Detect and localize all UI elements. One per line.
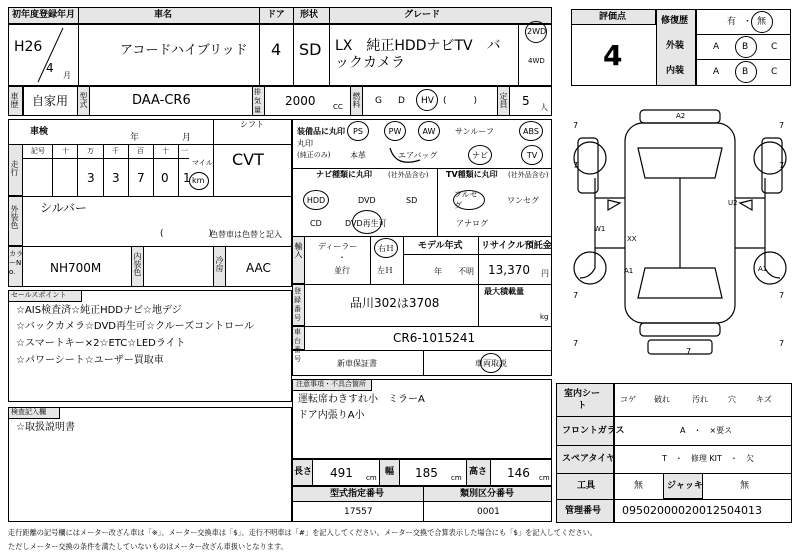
unit-hundred: 百	[137, 147, 144, 155]
capacity-unit: 人	[540, 103, 548, 112]
reg-month: 4	[46, 61, 54, 75]
equipment-sub: (純正のみ)	[297, 151, 331, 159]
interior-label: 内装	[666, 66, 685, 76]
sales-point-line: ☆バックカメラ☆DVD再生可☆クルーズコントロール	[16, 321, 254, 332]
management-label: 管理番号	[565, 506, 602, 516]
mileage-digit: 1	[183, 171, 191, 185]
equipment-navi: ナビ	[468, 145, 492, 165]
recycle-yen: 円	[541, 269, 549, 278]
equipment-label: 装備品に丸印	[297, 127, 345, 136]
navi-sub: (社外品含む)	[388, 171, 429, 179]
use-label: 車歴	[10, 92, 19, 108]
registration-value: 品川302は3708	[350, 296, 440, 310]
width-label: 幅	[385, 467, 395, 477]
color-no-label: カラーNo.	[9, 250, 23, 276]
drive-4wd: 4WD	[528, 57, 545, 65]
recycle-label: リサイクル預託金	[481, 241, 552, 251]
footer-note-2: ただしメーター交換の条件を満たしていないものはメーター改ざん車扱いとなります。	[8, 542, 288, 551]
type-designation-label: 型式指定番号	[330, 489, 385, 499]
shape: SD	[299, 40, 322, 59]
navi-label: ナビ種類に丸印	[316, 170, 372, 179]
airbag-partial-circle	[386, 140, 426, 168]
seat-label: 室内シート	[563, 389, 600, 411]
ac-label: 冷房	[215, 256, 224, 272]
mileage-digit: 3	[112, 171, 120, 185]
width-value: 185	[415, 466, 438, 480]
capacity-label: 定員	[499, 92, 508, 108]
repair-history-label: 修復歴	[661, 16, 689, 26]
defect-note-line: 運転席わきすれ小 ミラーA	[298, 394, 425, 405]
equipment-aw: AW	[418, 121, 440, 141]
damage-mark: U2	[728, 199, 738, 207]
sales-point-line: ☆スマートキー×2☆ETC☆LEDライト	[16, 338, 186, 349]
rating-value: 4	[603, 39, 623, 72]
repair-yes: 有	[727, 17, 737, 27]
sales-point-line: ☆AIS検査済☆純正HDDナビ☆地デジ	[16, 305, 182, 316]
unit-one: 一	[181, 147, 188, 155]
tv-analog: アナログ	[456, 219, 488, 228]
chassis-value: CR6-1015241	[393, 331, 476, 345]
glass-label: フロントガラス	[562, 426, 625, 436]
length-label: 長さ	[294, 467, 313, 477]
color-value: シルバー	[40, 201, 87, 215]
color-no-value: NH700M	[50, 261, 102, 275]
import-label: 輸入	[294, 242, 303, 258]
model-value: DAA-CR6	[132, 93, 191, 108]
management-value: 09502000020012504013	[622, 504, 762, 517]
import-dot: ・	[338, 253, 346, 262]
import-dealer: ディーラー	[318, 242, 358, 251]
doors: 4	[271, 40, 282, 59]
jack-value: 無	[740, 481, 750, 491]
model-year-unknown: 不明	[458, 267, 474, 276]
unit-ten-thousand-ten: 十	[62, 147, 69, 155]
shift-value: CVT	[232, 150, 264, 169]
panel-seven-mark: 7	[573, 291, 579, 300]
damage-mark: A1	[758, 265, 768, 273]
left-hand-drive: 左Ｈ	[377, 266, 393, 275]
cc-unit: CC	[333, 103, 343, 111]
navi-dvd: DVD	[358, 196, 376, 205]
fuel-hv: HV	[421, 96, 434, 106]
unit-ten: 十	[162, 147, 169, 155]
car-name: アコードハイブリッド	[120, 43, 248, 58]
new-car-warranty: 新車保証書	[337, 359, 377, 368]
drive-2wd: 2WD	[527, 27, 547, 36]
color-label: 外装色	[10, 205, 19, 229]
car-body-outline	[560, 108, 800, 378]
footer-note-1: 走行距離の記号欄にはメーター改ざん車は「※」、メーター交換車は「$」、走行不明車は「#」を記入してください。メーター交換で合算表示した場合にも「$」を記入してください。	[8, 528, 597, 537]
grade: LX 純正HDDナビTV バックカメラ	[335, 38, 501, 71]
recycle-value: 13,370	[488, 263, 530, 277]
exterior-a: A	[713, 42, 720, 52]
tools-value: 無	[634, 481, 644, 491]
mileage-digit: 7	[137, 171, 145, 185]
tv-oneseg: ワンセグ	[507, 196, 539, 205]
interior-color-label: 内装色	[133, 252, 142, 276]
sales-point-line: ☆パワーシート☆ユーザー買取車	[16, 355, 164, 366]
fuel-d: D	[398, 96, 405, 106]
first-reg-label: 初年度登録年月	[12, 10, 76, 20]
seat-item: コゲ	[620, 395, 636, 404]
tv-fullseg: フルセグ	[453, 190, 485, 210]
damage-mark: W1	[594, 225, 606, 233]
max-load-label: 最大積載量	[484, 287, 524, 296]
model-label: 型式	[79, 92, 88, 108]
seat-item: 穴	[728, 395, 736, 404]
length-cm: cm	[366, 474, 377, 482]
shift-label: シフト	[240, 120, 264, 129]
height-cm: cm	[539, 474, 550, 482]
panel-seven-mark: 7	[779, 339, 785, 348]
tools-label: 工具	[577, 481, 596, 491]
equipment-leather: 本革	[350, 151, 366, 160]
interior-b: B	[742, 67, 749, 77]
equipment-tv: TV	[521, 145, 543, 165]
right-hand-drive: 右Ｈ	[374, 238, 398, 258]
seat-item: キズ	[756, 395, 772, 404]
model-year-unit: 年	[434, 267, 442, 276]
spare-value: T ・ 修理 KIT ・ 欠	[662, 454, 754, 463]
model-year-label: モデル年式	[418, 241, 463, 251]
exterior-c: C	[771, 42, 778, 52]
panel-seven-mark: 7	[573, 161, 579, 170]
interior-a: A	[713, 67, 720, 77]
shape-label: 形状	[300, 10, 319, 20]
equipment-ps: PS	[347, 121, 369, 141]
navi-dvd-playable: DVD再生可	[345, 219, 387, 228]
damage-mark: A2	[676, 112, 686, 120]
inspection-month: 月	[182, 133, 192, 143]
seat-item: 破れ	[654, 395, 670, 404]
equipment-abs: ABS	[519, 121, 543, 141]
door-label: ドア	[267, 10, 285, 20]
spare-label: スペアタイヤ	[562, 454, 616, 464]
navi-cd: CD	[310, 219, 322, 228]
sales-points-label: セールスポイント	[11, 291, 67, 299]
panel-seven-mark: 7	[779, 121, 785, 130]
rating-label: 評価点	[599, 12, 627, 22]
class-designation-value: 0001	[477, 507, 500, 517]
glass-value: A ・ ×要ス	[680, 426, 733, 435]
import-parallel: 並行	[334, 266, 350, 275]
jack-label: ジャッキ	[667, 481, 703, 491]
panel-seven-mark: 7	[573, 121, 579, 130]
panel-seven-mark: 7	[573, 339, 579, 348]
interior-c: C	[771, 67, 778, 77]
mileage-mark-label: 記号	[31, 147, 45, 155]
panel-seven-mark: 7	[779, 161, 785, 170]
equipment-airbag: エアバッグ	[398, 151, 438, 160]
fuel-label: 燃料	[352, 92, 361, 108]
equipment-sunroof: サンルーフ	[455, 127, 494, 136]
damage-mark: A1	[624, 267, 634, 275]
inspector-note-line: ☆取扱説明書	[16, 422, 75, 433]
chassis-label: 車台番号	[294, 328, 301, 363]
dvd-playable-circle	[352, 210, 382, 234]
class-designation-label: 類別区分番号	[460, 489, 515, 499]
unit-ten-thousand: 万	[87, 147, 94, 155]
mileage-digit: 0	[161, 171, 169, 185]
defect-note-line: ドア内張りA小	[298, 410, 365, 421]
mileage-digit: 3	[87, 171, 95, 185]
height-label: 高さ	[469, 467, 488, 477]
tv-sub: (社外品含む)	[508, 171, 549, 179]
inspection-label: 車検	[30, 127, 49, 137]
km-label: km	[192, 176, 205, 185]
displacement-label: 排気量	[254, 88, 261, 114]
mileage-label: 走行	[10, 160, 19, 176]
fuel-paren: ( )	[443, 96, 478, 106]
seat-item: 汚れ	[692, 395, 708, 404]
damage-mark: XX	[627, 235, 637, 243]
panel-seven-mark: 7	[686, 347, 692, 356]
inspection-year: 年	[130, 133, 140, 143]
width-cm: cm	[451, 474, 462, 482]
equipment-circle-label: 丸印	[297, 139, 313, 148]
color-paren: ( )	[160, 229, 213, 239]
era-year: H26	[14, 39, 43, 55]
defect-notes-label: 注意事項・不具合箇所	[296, 380, 366, 388]
max-load-kg: kg	[540, 313, 549, 321]
inspector-notes-label: 検査記入欄	[11, 408, 46, 416]
registration-label: 登録番号	[294, 287, 301, 322]
displacement-value: 2000	[285, 94, 316, 108]
repair-dot: ・	[743, 17, 753, 27]
exterior-label: 外装	[666, 41, 685, 51]
use-value: 自家用	[32, 94, 69, 108]
capacity-value: 5	[522, 94, 530, 108]
fuel-g: G	[375, 96, 382, 106]
grade-label: グレード	[404, 10, 441, 20]
navi-sd: SD	[406, 196, 418, 205]
exterior-b: B	[742, 42, 749, 52]
month-unit: 月	[63, 71, 71, 80]
height-value: 146	[507, 466, 530, 480]
panel-seven-mark: 7	[779, 291, 785, 300]
unit-thousand: 千	[112, 147, 119, 155]
vehicle-manual: 車両取説	[475, 359, 507, 368]
type-designation-value: 17557	[344, 507, 373, 517]
length-value: 491	[330, 466, 353, 480]
ac-value: AAC	[246, 261, 271, 275]
mile-label: マイル	[192, 159, 213, 167]
repair-no: 無	[757, 17, 767, 27]
equipment-pw: PW	[384, 121, 406, 141]
color-note: 色替車は色替と記入	[210, 230, 282, 239]
tv-label: TV種類に丸印	[446, 170, 498, 179]
car-name-label: 車名	[154, 10, 173, 20]
navi-hdd: HDD	[303, 190, 329, 210]
